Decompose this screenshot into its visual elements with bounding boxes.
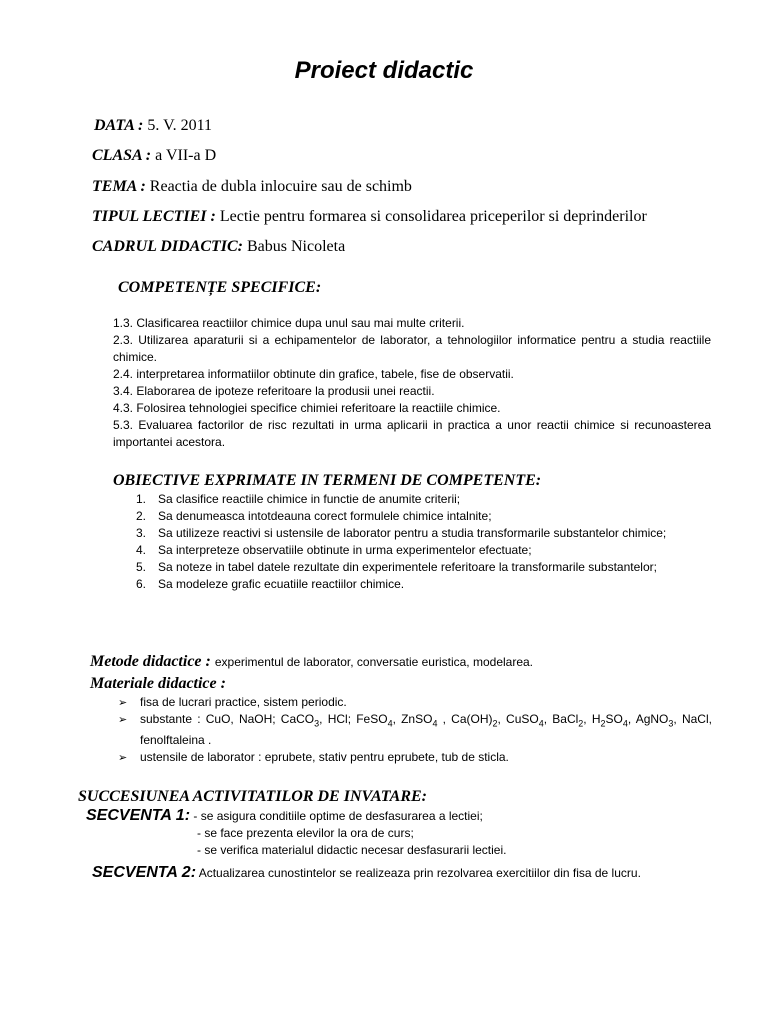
- materiale-list: [118, 694, 712, 766]
- metode-didactice: [90, 653, 720, 671]
- list-item: 5.3. Evaluarea factorilor de risc rezultati in urma aplicarii in practica a unor reactii chimice si recunoasterea importantei acestora.: [113, 418, 711, 449]
- formula-subscript: 4: [538, 718, 544, 729]
- list-item: [136, 491, 711, 508]
- field-label: CADRUL DIDACTIC:: [92, 238, 243, 255]
- list-item-text: Sa interpreteze observatiile obtinute in urma experimentelor efectuate;: [158, 543, 532, 557]
- field-label: TIPUL LECTIEI :: [92, 208, 216, 225]
- secventa-2-label: SECVENTA 2: [92, 864, 191, 881]
- field-value: Lectie pentru formarea si consolidarea priceperilor si deprinderilor: [219, 208, 647, 225]
- secventa-colon: :: [190, 864, 197, 881]
- metode-value: experimentul de laborator, conversatie euristica, modelarea.: [214, 655, 534, 669]
- obiective-list: [136, 491, 711, 593]
- formula-subscript: 3: [668, 718, 674, 729]
- field-tema: [92, 177, 412, 197]
- substante-prefix: substante :: [140, 712, 201, 726]
- list-item: [118, 694, 712, 711]
- list-item-number: 6.: [136, 577, 147, 591]
- formula-subscript: 4: [432, 718, 438, 729]
- page-title: Proiect didactic: [294, 57, 474, 84]
- formula-subscript: 2: [600, 718, 606, 729]
- list-item: [118, 711, 712, 749]
- arrow-bullet-icon: ➢: [118, 696, 128, 709]
- field-clasa: [92, 146, 216, 166]
- field-label: DATA :: [94, 117, 144, 134]
- secventa-2: [92, 864, 712, 882]
- list-item: [136, 576, 711, 593]
- list-item-number: 2.: [136, 509, 147, 523]
- arrow-bullet-icon: ➢: [118, 713, 128, 726]
- field-tipul-lectiei: [92, 207, 647, 227]
- list-item: 3.4. Elaborarea de ipoteze referitoare la produsii unei reactii.: [113, 384, 435, 398]
- list-item-text: ustensile de laborator : eprubete, stativ pentru eprubete, tub de sticla.: [140, 750, 509, 765]
- substante-formulas: CuO, NaOH; CaCO$_3$, HCl; FeSO$_4$, ZnSO$_4$ , $Ca(OH)_2$, CuSO$_4$, BaCl$_2$, $H_2SO_4$, AgNO$_3$, NaCl, fenolftaleina .: [140, 712, 712, 748]
- list-item: 1.3. Clasificarea reactiilor chimice dupa unul sau mai multe criterii.: [113, 316, 465, 330]
- formula-subscript: 3: [314, 718, 320, 729]
- list-item-text: Sa noteze in tabel datele rezultate din experimentele referitoare la transformarile substantelor;: [158, 560, 657, 574]
- list-item: [136, 525, 711, 542]
- field-value: a VII-a D: [155, 147, 217, 164]
- competente-list: [113, 315, 711, 451]
- list-item-text: Sa utilizeze reactivi si ustensile de laborator pentru a studia transformarile substantelor chimice;: [158, 526, 667, 540]
- field-data: [94, 116, 212, 136]
- secventa-1-row: [86, 807, 716, 825]
- field-value: 5. V. 2011: [147, 117, 212, 134]
- field-value: Reactia de dubla inlocuire sau de schimb: [149, 178, 412, 195]
- list-item-text: Sa denumeasca intotdeauna corect formulele chimice intalnite;: [158, 509, 492, 523]
- secventa-1-line: - se asigura conditiile optime de desfasurarea a lectiei;: [193, 809, 483, 823]
- secventa-1-line: - se verifica materialul didactic necesar desfasurarii lectiei.: [197, 843, 507, 857]
- secventa-1: [86, 807, 716, 859]
- secventa-1-label: SECVENTA 1: [86, 807, 185, 824]
- secventa-1-line: - se face prezenta elevilor la ora de curs;: [197, 826, 414, 840]
- list-item: 2.4. interpretarea informatiilor obtinute din grafice, tabele, fise de observatii.: [113, 367, 514, 381]
- list-item: [136, 542, 711, 559]
- list-item-number: 1.: [136, 492, 147, 506]
- list-item-text: Sa clasifice reactiile chimice in functie de anumite criterii;: [158, 492, 461, 506]
- field-cadrul-didactic: [92, 237, 345, 257]
- list-item: [136, 508, 711, 525]
- section-heading-succesiunea: SUCCESIUNEA ACTIVITATILOR DE INVATARE:: [78, 788, 428, 805]
- secventa-2-text: Actualizarea cunostintelor se realizeaza prin rezolvarea exercitiilor din fisa de lucru.: [198, 866, 641, 880]
- section-heading-obiective: OBIECTIVE EXPRIMATE IN TERMENI DE COMPETENTE:: [113, 472, 542, 489]
- list-item: 2.3. Utilizarea aparaturii si a echipamentelor de laborator, a tehnologiilor informatice pentru a studia reactiile chimice.: [113, 333, 711, 364]
- list-item-text: fisa de lucrari practice, sistem periodic.: [140, 695, 347, 709]
- secventa-colon: :: [184, 807, 191, 824]
- list-item-text: Sa modeleze grafic ecuatiile reactiilor chimice.: [158, 577, 405, 591]
- list-item-number: 3.: [136, 526, 147, 540]
- list-item: [136, 559, 711, 576]
- field-label: TEMA :: [92, 178, 146, 195]
- list-item-number: 4.: [136, 543, 147, 557]
- formula-subscript: 2: [492, 718, 498, 729]
- list-item: [118, 749, 712, 766]
- field-value: Babus Nicoleta: [246, 238, 346, 255]
- materiale-label: Materiale didactice :: [90, 675, 226, 692]
- formula-subscript: 4: [387, 718, 393, 729]
- list-item-number: 5.: [136, 560, 147, 574]
- formula-subscript: 2: [578, 718, 584, 729]
- metode-label: Metode didactice :: [90, 653, 211, 670]
- list-item: 4.3. Folosirea tehnologiei specifice chimiei referitoare la reactiile chimice.: [113, 401, 501, 415]
- formula-subscript: 4: [622, 718, 628, 729]
- arrow-bullet-icon: ➢: [118, 751, 128, 765]
- field-label: CLASA :: [92, 147, 152, 164]
- section-heading-competente: COMPETENȚE SPECIFICE:: [118, 279, 322, 296]
